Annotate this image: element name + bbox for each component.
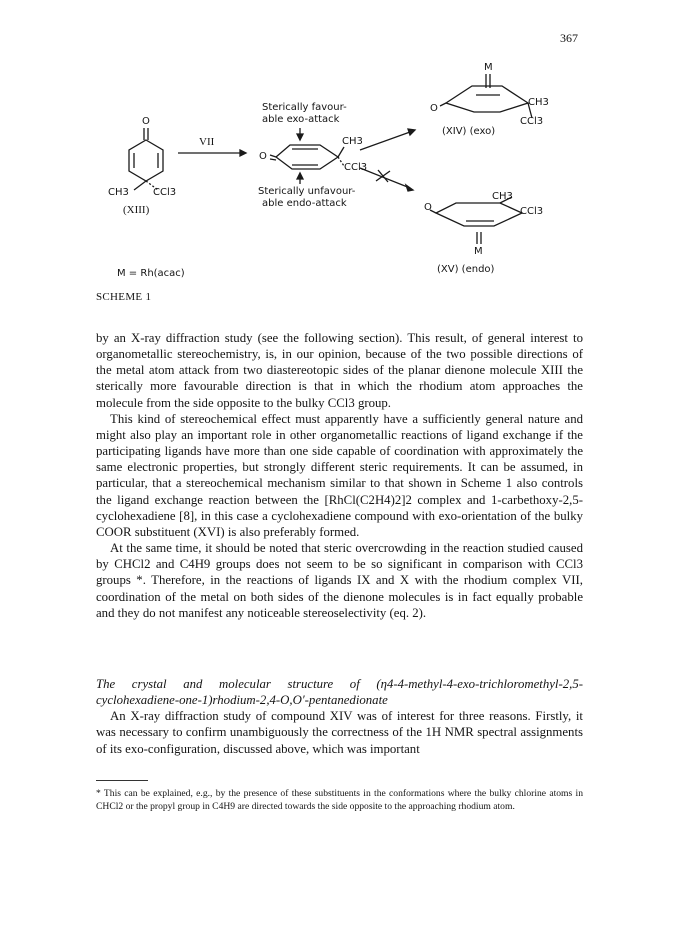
endo-oxygen: O xyxy=(424,202,432,213)
xiii-label: (XIII) xyxy=(123,204,150,216)
scheme-caption: SCHEME 1 xyxy=(96,291,152,303)
exo-ccl3: CCl3 xyxy=(520,116,544,127)
section-paragraph: An X-ray diffraction study of compound XIV was of interest for three reasons. Firstly, it was necessary to confirm unambiguously the correctness of the 1H NMR spectral assignments of its exo-configuration, discussed above, which was important xyxy=(96,709,583,756)
paragraph: This kind of stereochemical effect must apparently have a sufficiently general nature and might also play an important role in other organometallic reactions of ligand exchange if the participating ligands have more than one side capable of coordination with approximately the same electronic properties, but strongly different steric requirements. It can be assumed, in particular, that a stereochemical mechanism similar to that shown in Scheme 1 also controls the ligand exchange reaction between the [RhCl(C2H4)2]2 complex and 1-carbethoxy-2,5-cyclohexadiene [8], in this case a cyclohexadiene compound with exo-orientation of the bulky COOR substituent (XVI) is also preferably formed. xyxy=(96,411,583,539)
footnote: * This can be explained, e.g., by the presence of these substituents in the conformations where the bulky chlorine atoms in CHCl2 or the propyl group in C4H9 are directed towards the side opposite to the approaching rhodium atom. xyxy=(96,788,583,812)
intermediate-ch3: CH3 xyxy=(342,136,363,147)
metal-legend: M = Rh(acac) xyxy=(117,268,185,279)
intermediate-ccl3: CCl3 xyxy=(344,162,368,173)
endo-attack-text-1: Sterically unfavour- xyxy=(258,186,356,197)
exo-metal: M xyxy=(484,62,493,73)
scheme-1 xyxy=(0,0,680,303)
reagent-label: VII xyxy=(199,136,215,148)
paragraph: At the same time, it should be noted that steric overcrowding in the reaction studied caused by CHCl2 and C4H9 groups does not seem to be so significant in comparison with CCl3 groups *. Therefore, in the reactions of ligands IX and X with the rhodium complex VII, coordination of the metal on both sides of the dienone molecules is in fact equally probable and they do not manifest any noticeable stereoselectivity (eq. 2). xyxy=(96,541,583,620)
section-title: The crystal and molecular structure of (η4-4-methyl-4-exo-trichloromethyl-2,5-cyclohexadiene-one-1)rhodium-2,4-O,O′-pentanedionate xyxy=(96,677,583,708)
exo-arrow xyxy=(360,132,410,150)
endo-ccl3: CCl3 xyxy=(520,206,544,217)
endo-label: (XV) (endo) xyxy=(437,264,495,275)
exo-ch3: CH3 xyxy=(528,97,549,108)
xiii-ch3: CH3 xyxy=(108,187,129,198)
endo-attack-text-2: able endo-attack xyxy=(262,198,347,209)
endo-ch3: CH3 xyxy=(492,191,513,202)
paragraph: by an X-ray diffraction study (see the following section). This result, of general interest to organometallic stereochemistry, is, in our opinion, because of the two possible directions of the metal atom attack from two diastereotopic sides of the planar dienone molecule XIII the sterically more favourable direction is that in which the rhodium atom approaches the molecule from the side opposite to the bulky CCl3 group. xyxy=(96,331,583,410)
body-text xyxy=(96,330,583,621)
page-number: 367 xyxy=(560,31,578,45)
intermediate-oxygen: O xyxy=(259,151,267,162)
exo-label: (XIV) (exo) xyxy=(442,126,496,137)
exo-attack-text-2: able exo-attack xyxy=(262,114,340,125)
exo-attack-text-1: Sterically favour- xyxy=(262,102,347,113)
endo-product-ring xyxy=(436,203,522,226)
scheme-drawing xyxy=(0,0,680,300)
section xyxy=(96,676,583,757)
xiii-oxygen: O xyxy=(142,116,150,127)
footnote-rule xyxy=(96,780,148,781)
xiii-ccl3: CCl3 xyxy=(153,187,177,198)
endo-metal: M xyxy=(474,246,483,257)
exo-product-ring xyxy=(446,86,528,112)
exo-oxygen: O xyxy=(430,103,438,114)
